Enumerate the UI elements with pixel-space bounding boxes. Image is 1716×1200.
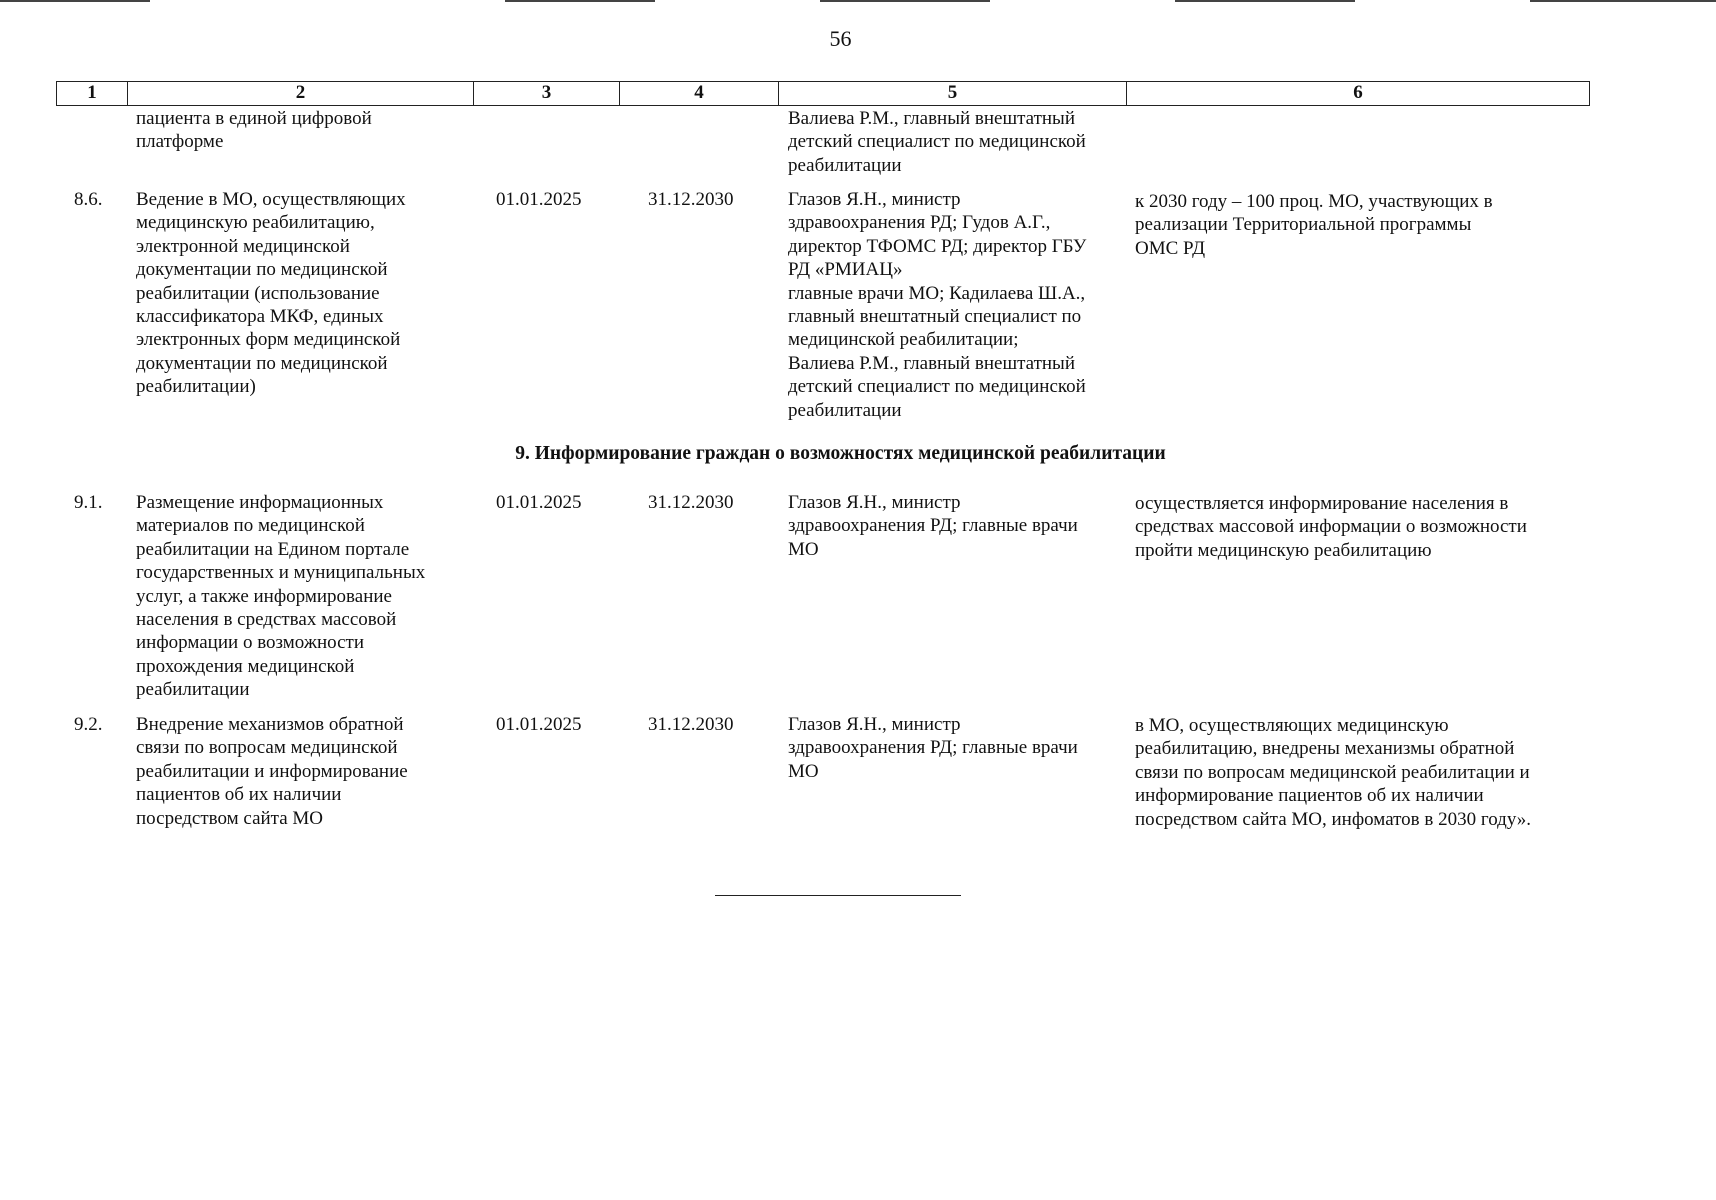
start-date: 01.01.2025 bbox=[496, 492, 582, 513]
scan-edge-line bbox=[0, 0, 150, 2]
column-header-5: 5 bbox=[779, 82, 1127, 105]
column-header-3: 3 bbox=[474, 82, 620, 105]
row-number: 9.2. bbox=[74, 714, 103, 735]
activity-name: Ведение в МО, осуществляющих медицинскую реабилитацию, электронной медицинской документации по медицинской реабилитации (использование классификатора МКФ, единых электронных форм медицинской документации по медицинской реабилитации) bbox=[136, 189, 406, 398]
expected-result: осуществляется информирование населения в средствах массовой информации о возможности пройти медицинскую реабилитацию bbox=[1135, 493, 1527, 561]
column-header-2: 2 bbox=[128, 82, 474, 105]
page-number: 56 bbox=[829, 26, 852, 51]
row-number: 8.6. bbox=[74, 189, 103, 210]
scan-edge-line bbox=[1175, 0, 1355, 2]
start-date: 01.01.2025 bbox=[496, 189, 582, 210]
responsible-persons: Валиева Р.М., главный внештатный детский специалист по медицинской реабилитации bbox=[788, 108, 1086, 176]
end-date: 31.12.2030 bbox=[648, 189, 734, 210]
responsible-persons: Глазов Я.Н., министр здравоохранения РД; Гудов А.Г., директор ТФОМС РД; директор ГБУ РД «РМИАЦ» главные врачи МО; Кадилаева Ш.А., главный внештатный специалист по медицинской реабилитации; Валиева Р.М., главный внештатный детский специалист по медицинской реабилитации bbox=[788, 189, 1087, 421]
end-date: 31.12.2030 bbox=[648, 492, 734, 513]
end-date: 31.12.2030 bbox=[648, 714, 734, 735]
table-header bbox=[56, 81, 1590, 106]
document-end-rule bbox=[715, 895, 961, 896]
scan-edge-line bbox=[505, 0, 655, 2]
column-header-1: 1 bbox=[57, 82, 128, 105]
scan-edge-line bbox=[1530, 0, 1716, 2]
column-header-4: 4 bbox=[620, 82, 779, 105]
expected-result: к 2030 году – 100 проц. МО, участвующих в реализации Территориальной программы ОМС РД bbox=[1135, 191, 1493, 259]
activity-name: пациента в единой цифровой платформе bbox=[136, 108, 372, 153]
responsible-persons: Глазов Я.Н., министр здравоохранения РД; главные врачи МО bbox=[788, 714, 1078, 782]
expected-result: в МО, осуществляющих медицинскую реабилитацию, внедрены механизмы обратной связи по вопросам медицинской реабилитации и информирование пациентов об их наличии посредством сайта МО, инфоматов в 2030 году». bbox=[1135, 715, 1532, 830]
activity-name: Внедрение механизмов обратной связи по вопросам медицинской реабилитации и информирование пациентов об их наличии посредством сайта МО bbox=[136, 714, 408, 829]
row-number: 9.1. bbox=[74, 492, 103, 513]
start-date: 01.01.2025 bbox=[496, 714, 582, 735]
column-header-6: 6 bbox=[1353, 82, 1363, 103]
section-title: 9. Информирование граждан о возможностях медицинской реабилитации bbox=[515, 443, 1166, 464]
activity-name: Размещение информационных материалов по медицинской реабилитации на Едином портале государственных и муниципальных услуг, а также информирование населения в средствах массовой информации о возможности прохождения медицинской реабилитации bbox=[136, 492, 426, 701]
responsible-persons: Глазов Я.Н., министр здравоохранения РД; главные врачи МО bbox=[788, 492, 1078, 560]
scan-edge-line bbox=[820, 0, 990, 2]
